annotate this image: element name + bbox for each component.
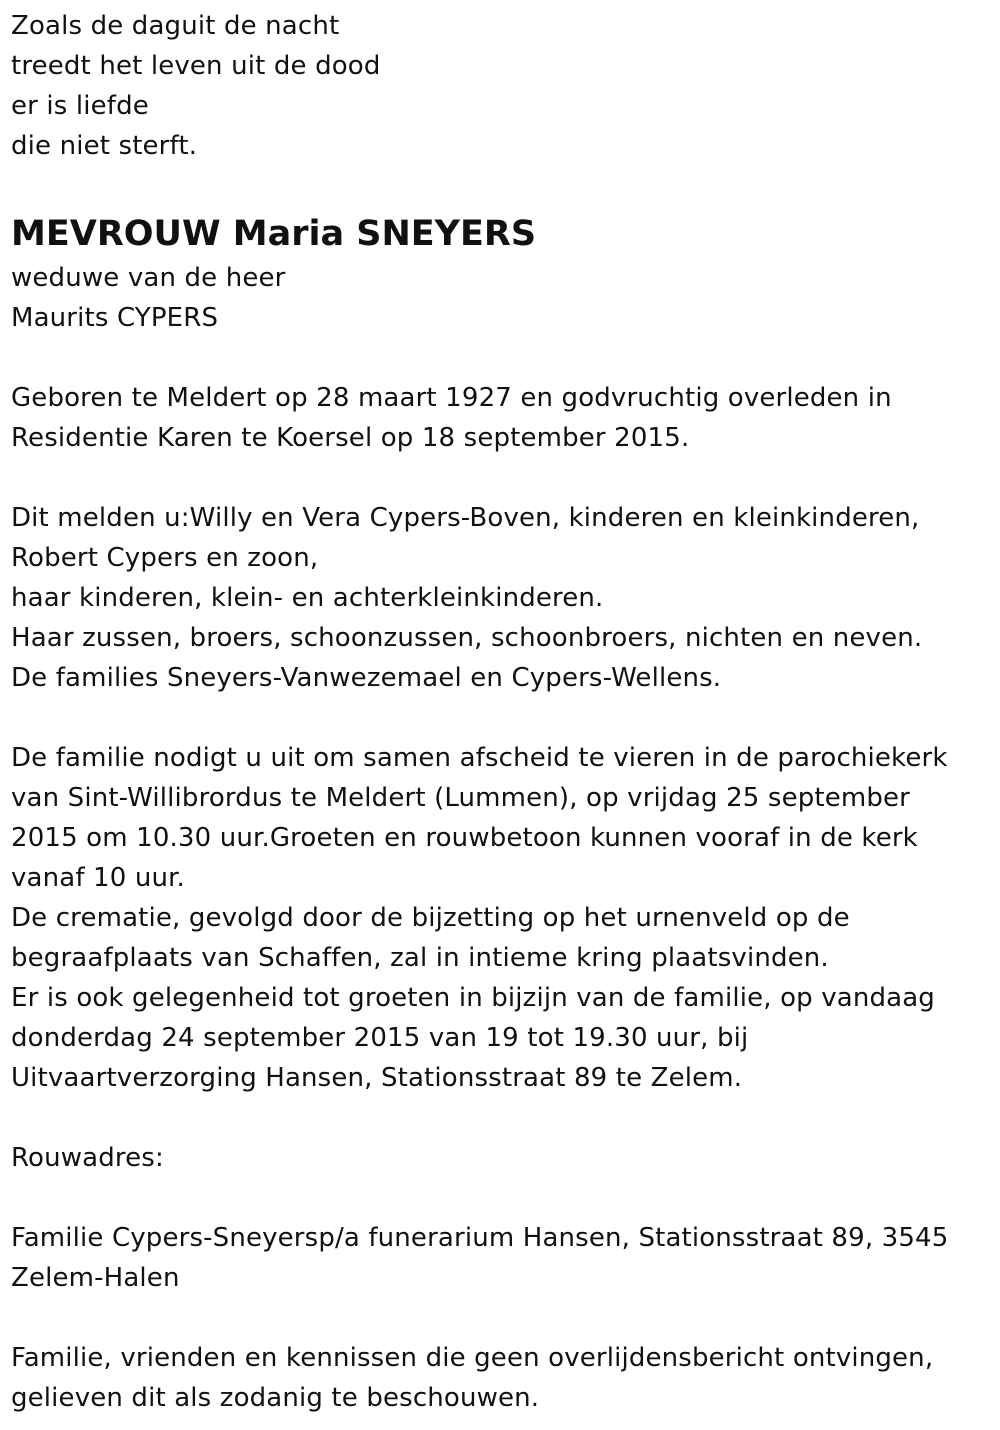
closing-line: gelieven dit als zodanig te beschouwen.	[11, 1383, 540, 1413]
poem-line: Zoals de daguit de nacht	[11, 11, 340, 41]
birth-death-line: Residentie Karen te Koersel op 18 september 2015.	[11, 423, 690, 453]
ceremony-line: De crematie, gevolgd door de bijzetting op het urnenveld op de	[11, 903, 850, 933]
announced-by-line: haar kinderen, klein- en achterkleinkinderen.	[11, 583, 604, 613]
ceremony-line: van Sint-Willibrordus te Meldert (Lummen), op vrijdag 25 september	[11, 783, 910, 813]
closing-line: Familie, vrienden en kennissen die geen overlijdensbericht ontvingen,	[11, 1343, 934, 1373]
poem-line: treedt het leven uit de dood	[11, 51, 381, 81]
announced-by-line: Haar zussen, broers, schoonzussen, schoonbroers, nichten en neven.	[11, 623, 923, 653]
poem-line: er is liefde	[11, 91, 149, 121]
address-line: Familie Cypers-Sneyersp/a funerarium Hansen, Stationsstraat 89, 3545	[11, 1223, 949, 1253]
ceremony-line: Uitvaartverzorging Hansen, Stationsstraat 89 te Zelem.	[11, 1063, 743, 1093]
widow-of-line: weduwe van de heer	[11, 263, 286, 293]
address-line: Zelem-Halen	[11, 1263, 180, 1293]
birth-death-block	[11, 378, 1000, 458]
paragraph-gap	[11, 1298, 1000, 1338]
ceremony-line: vanaf 10 uur.	[11, 863, 185, 893]
paragraph-gap	[11, 1178, 1000, 1218]
ceremony-line: 2015 om 10.30 uur.Groeten en rouwbetoon kunnen vooraf in de kerk	[11, 823, 918, 853]
address-block	[11, 1218, 1000, 1298]
announced-by-line: Robert Cypers en zoon,	[11, 543, 319, 573]
spouse-name: Maurits CYPERS	[11, 303, 219, 333]
paragraph-gap	[11, 338, 1000, 378]
announced-by-line: Dit melden u:Willy en Vera Cypers-Boven, kinderen en kleinkinderen,	[11, 503, 920, 533]
ceremony-line: Er is ook gelegenheid tot groeten in bijzijn van de familie, op vandaag	[11, 983, 935, 1013]
poem-block	[11, 6, 1000, 166]
ceremony-line: begraafplaats van Schaffen, zal in intieme kring plaatsvinden.	[11, 943, 829, 973]
paragraph-gap	[11, 1098, 1000, 1138]
closing-block	[11, 1338, 1000, 1418]
ceremony-line: donderdag 24 september 2015 van 19 tot 19.30 uur, bij	[11, 1023, 749, 1053]
birth-death-line: Geboren te Meldert op 28 maart 1927 en godvruchtig overleden in	[11, 383, 892, 413]
announced-by-block	[11, 498, 1000, 698]
deceased-name-heading: MEVROUW Maria SNEYERS	[11, 214, 537, 254]
address-label: Rouwadres:	[11, 1143, 164, 1173]
poem-line: die niet sterft.	[11, 131, 198, 161]
paragraph-gap	[11, 458, 1000, 498]
widow-of-block	[11, 258, 1000, 338]
announced-by-line: De families Sneyers-Vanwezemael en Cypers-Wellens.	[11, 663, 722, 693]
paragraph-gap	[11, 698, 1000, 738]
ceremony-line: De familie nodigt u uit om samen afscheid te vieren in de parochiekerk	[11, 743, 948, 773]
ceremony-block	[11, 738, 1000, 1098]
